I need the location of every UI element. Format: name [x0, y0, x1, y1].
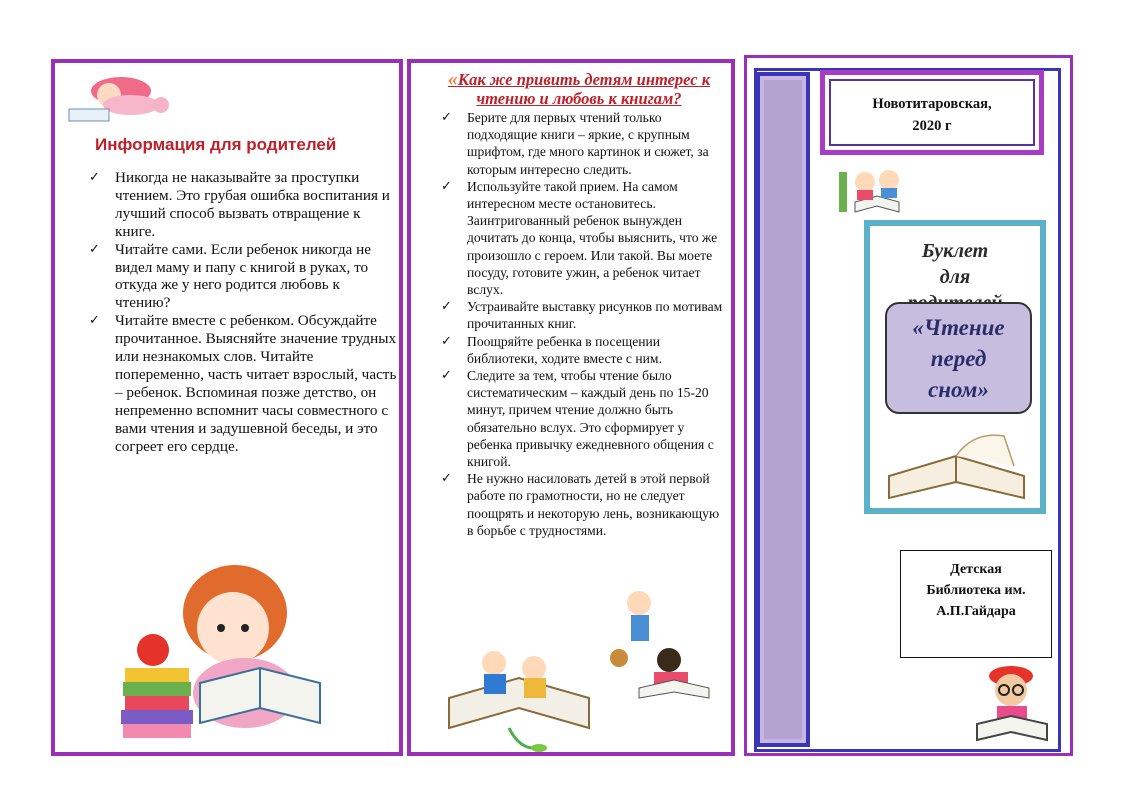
checkmark-icon: ✓	[441, 178, 452, 194]
boy-reading-clipart	[973, 662, 1053, 748]
year-text: 2020 г	[912, 118, 952, 134]
list-item: ✓ Читайте вместе с ребенком. Обсуждайте прочитанное. Выясняйте значение трудных или незнакомых слов. Читайте попеременно, часть читает взрослый, часть – ребенок. Вспоминая позже детство, он непременно вспомнит часы совместного с вами чтения и задушевной беседы, и это согреет его сердце.	[89, 312, 397, 455]
list-item: ✓ Используйте такой прием. На самом интересном месте остановитесь. Заинтригованный ребенок вынужден дочитать до конца, чтобы выяснить, что же произошло с героем. Или такой. Вы моете посуду, готовите ужин, а ребенок читает вслух.	[441, 178, 718, 298]
checkmark-icon: ✓	[441, 110, 452, 125]
library-name-box: Детская Библиотека им. А.П.Гайдара	[900, 550, 1052, 658]
panel-cover	[744, 55, 1073, 756]
decorative-stripe	[756, 72, 810, 747]
panel1-title: Информация для родителей	[95, 135, 337, 154]
advice-list	[441, 109, 727, 539]
panel-parents-info	[51, 59, 403, 756]
parents-tips-list	[89, 169, 397, 456]
checkmark-icon: ✓	[89, 241, 100, 257]
kids-on-book-clipart	[439, 588, 729, 758]
girl-reading-clipart	[61, 65, 181, 129]
list-item: ✓ Устраивайте выставку рисунков по мотивам прочитанных книг.	[441, 299, 723, 332]
booklet-heading: Буклет для	[921, 240, 989, 288]
panel2-title: «Как же привить детям интерес к чтению и любовь к книгам?	[447, 68, 711, 108]
checkmark-icon: ✓	[441, 368, 452, 384]
checkmark-icon: ✓	[89, 170, 100, 185]
booklet-title-box: «Чтение перед сном»	[885, 302, 1032, 414]
location-text: Новотитаровская,	[872, 96, 992, 112]
location-box	[820, 70, 1044, 155]
checkmark-icon: ✓	[441, 299, 452, 315]
booklet-title: «Чтение	[912, 314, 1005, 340]
checkmark-icon: ✓	[89, 313, 100, 329]
checkmark-icon: ✓	[441, 333, 452, 349]
checkmark-icon: ✓	[441, 471, 452, 487]
list-item: ✓ Читайте сами. Если ребенок никогда не видел маму и папу с книгой в руках, то откуда же у него родится любовь к чтению?	[89, 240, 371, 312]
girl-with-books-clipart	[105, 558, 335, 743]
panel-reading-advice	[407, 59, 735, 756]
list-item: ✓ Никогда не наказывайте за проступки чтением. Это грубая ошибка воспитания и лучший способ вызвать отвращение к книге.	[89, 169, 390, 240]
list-item: ✓ Следите за тем, чтобы чтение было систематическим – каждый день по 15-20 минут, причем чтение должно быть обязательно вслух. Это сформирует у ребенка привычку ежедневного общения с книгой.	[441, 368, 714, 470]
list-item: ✓ Берите для первых чтений только подходящие книги – яркие, с крупным шрифтом, где много картинок и сюжет, за которым интересно следить.	[441, 110, 709, 177]
list-item: ✓ Не нужно насиловать детей в этой первой работе по грамотности, но не следует поощрять и некоторую лень, возникающую в борьбе с трудностями.	[441, 471, 720, 538]
kids-reading-clipart	[835, 162, 915, 218]
open-book-icon	[884, 426, 1034, 510]
list-item: ✓ Поощряйте ребенка в посещении библиотеки, ходите вместе с ним.	[441, 333, 662, 366]
